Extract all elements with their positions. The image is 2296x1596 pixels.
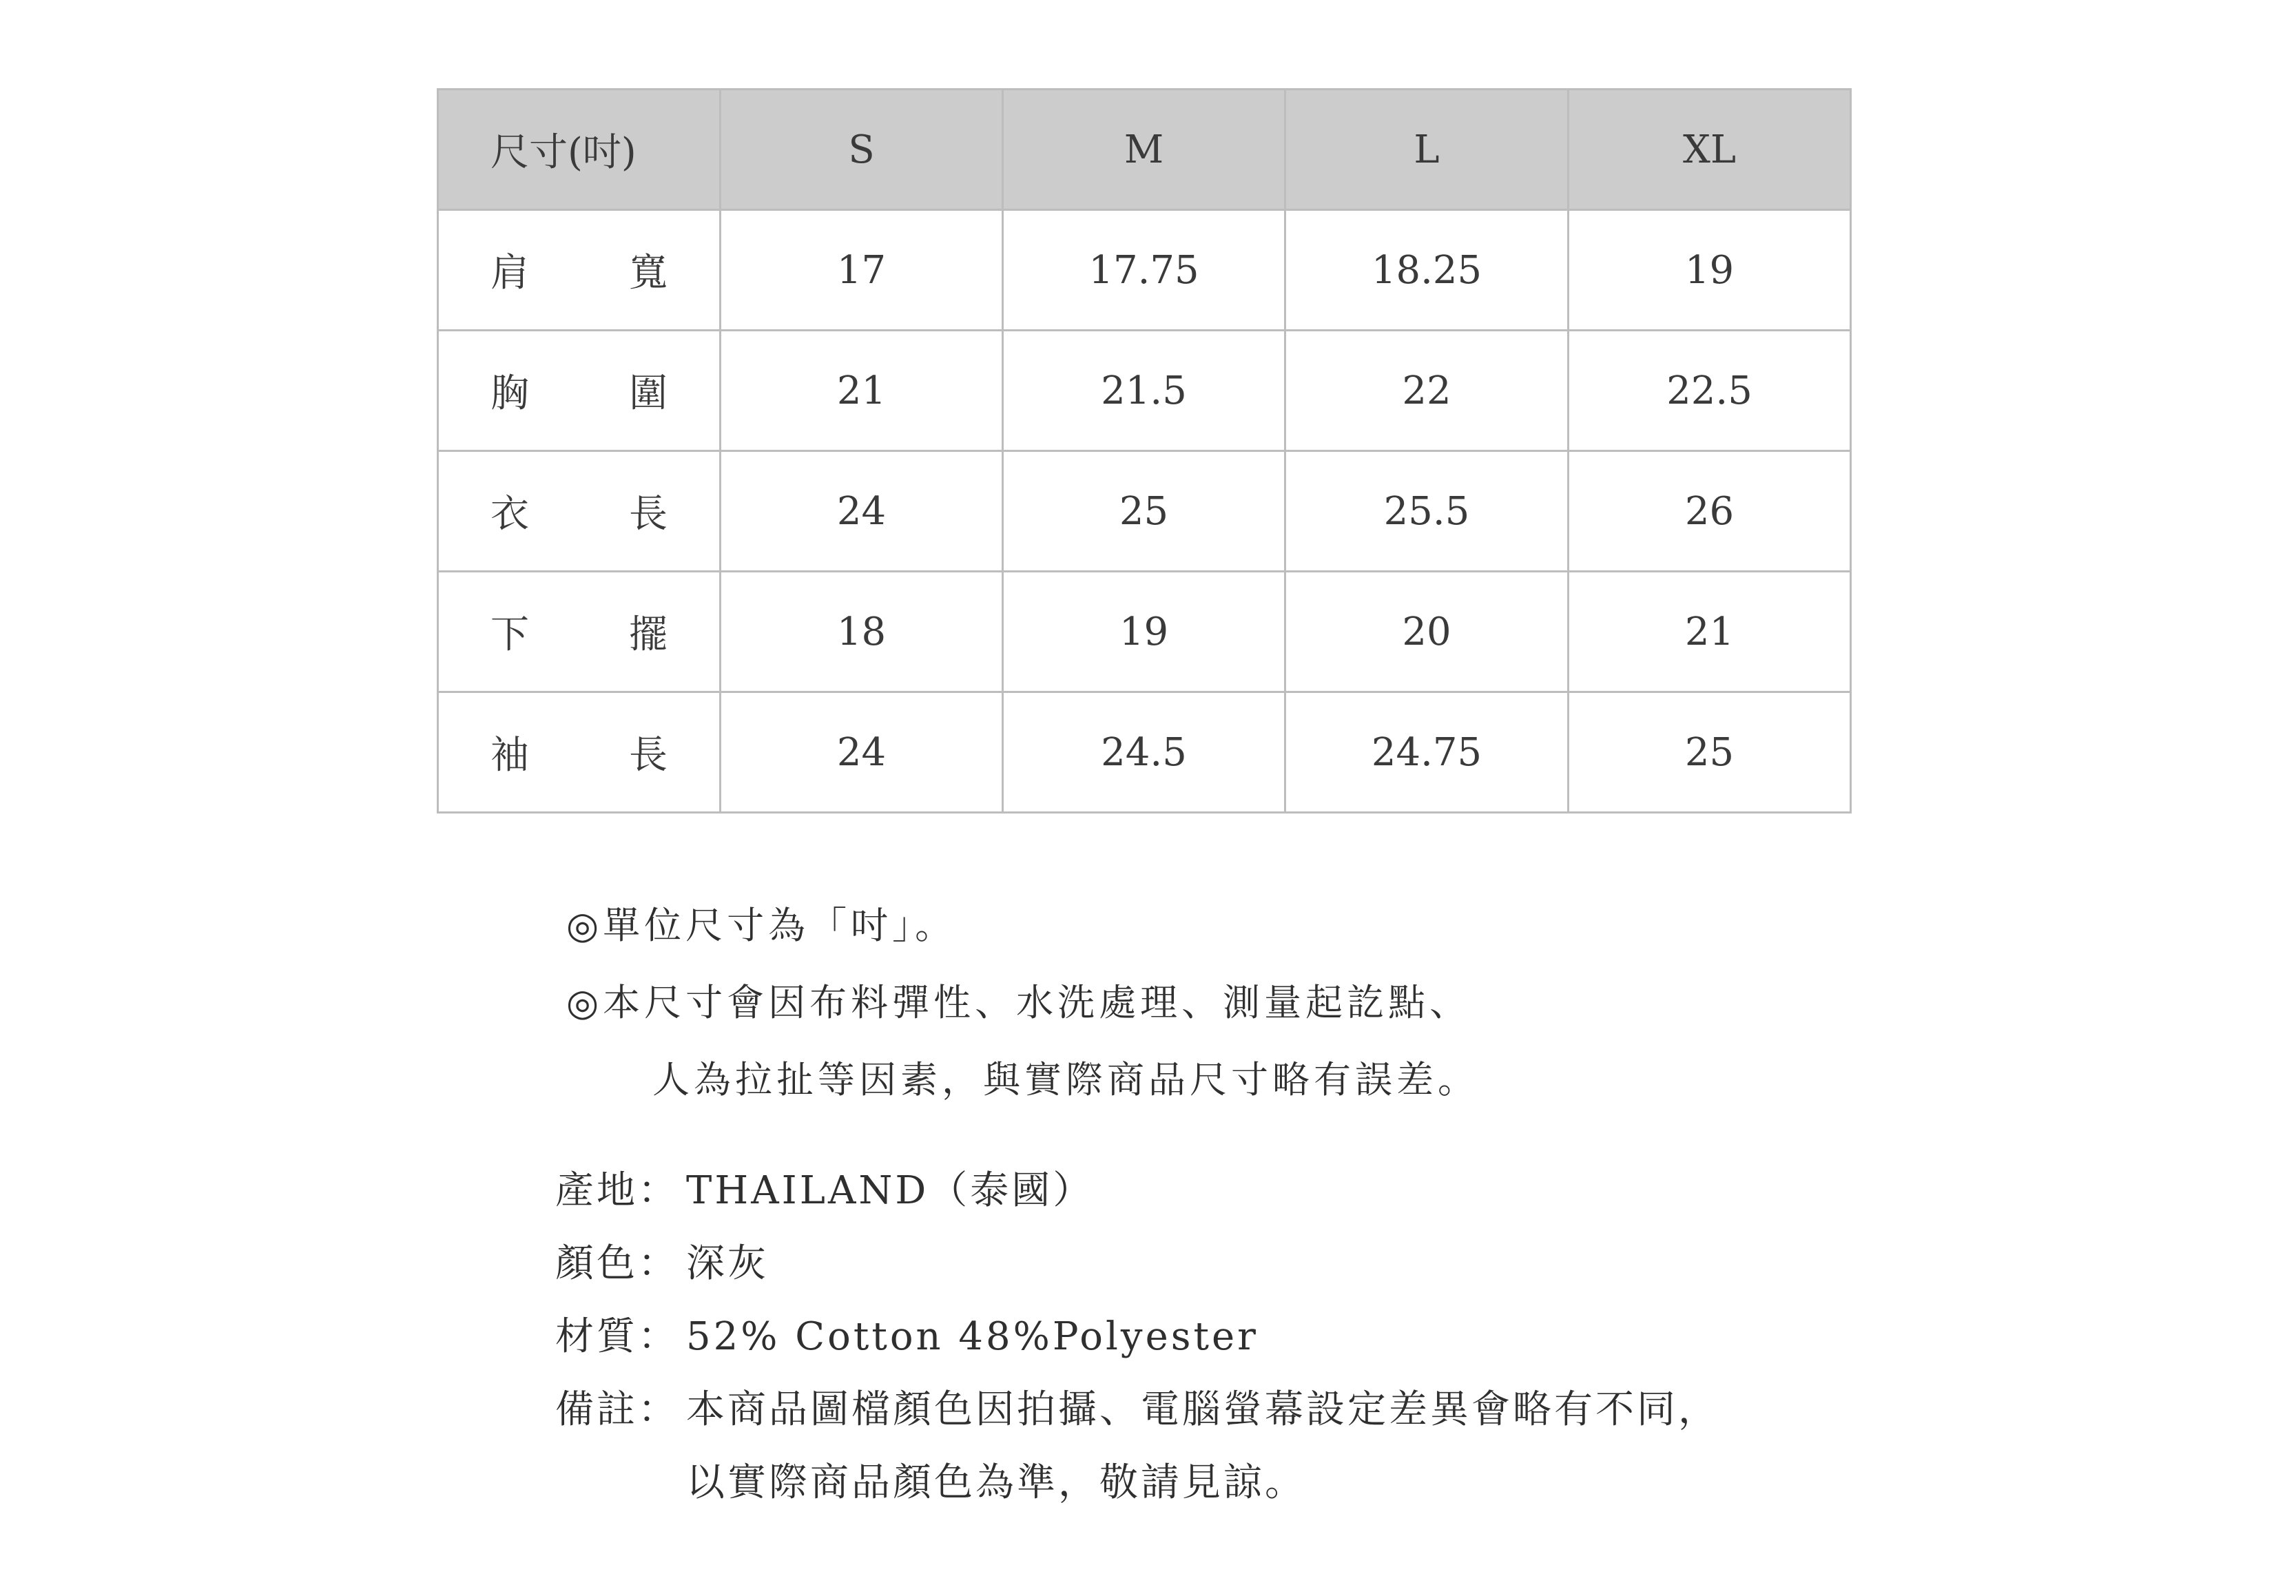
header-label-cell: 尺寸(吋)	[438, 90, 721, 210]
info-material	[555, 1300, 1719, 1374]
table-cell: 25.5	[1285, 451, 1569, 572]
row-label-char-1: 肩	[490, 251, 529, 296]
size-chart-table	[437, 88, 1852, 813]
header-size-xl: XL	[1569, 90, 1851, 210]
table-cell: 18.25	[1285, 210, 1569, 331]
info-remark-value: 本商品圖檔顏色因拍攝、電腦螢幕設定差異會略有不同，	[686, 1387, 1719, 1432]
info-remark	[555, 1374, 1719, 1447]
note-unit: ◎單位尺寸為「吋」。	[566, 904, 957, 947]
size-notes	[566, 887, 1479, 1119]
row-label-char-2: 寬	[629, 251, 668, 296]
table-cell: 19	[1569, 210, 1851, 331]
info-color-key: 顏色：	[555, 1241, 679, 1286]
table-cell: 20	[1285, 572, 1569, 692]
table-row-shoulder	[438, 210, 1851, 331]
info-origin-value: THAILAND（泰國）	[686, 1168, 1095, 1213]
table-row-hem	[438, 572, 1851, 692]
row-label-char-1: 下	[490, 612, 529, 657]
row-label-char-1: 袖	[490, 733, 529, 778]
info-material-value: 52% Cotton 48%Polyester	[686, 1314, 1259, 1359]
table-cell: 18	[721, 572, 1003, 692]
table-cell: 26	[1569, 451, 1851, 572]
row-label-char-2: 長	[629, 492, 668, 537]
table-row-chest	[438, 331, 1851, 451]
row-label-char-2: 長	[629, 733, 668, 778]
table-cell: 21	[1569, 572, 1851, 692]
table-cell: 17.75	[1003, 210, 1285, 331]
header-size-m: M	[1003, 90, 1285, 210]
table-cell: 22.5	[1569, 331, 1851, 451]
info-remark-key: 備註：	[555, 1387, 679, 1432]
table-row-sleeve	[438, 692, 1851, 813]
note-disclaimer-cont: 人為拉扯等因素，與實際商品尺寸略有誤差。	[652, 1058, 1479, 1101]
table-cell: 21.5	[1003, 331, 1285, 451]
header-size-s: S	[721, 90, 1003, 210]
table-cell: 24	[721, 692, 1003, 813]
row-label	[438, 331, 721, 451]
info-remark-value-cont: 以實際商品顏色為準，敬請見諒。	[686, 1460, 1306, 1505]
row-label	[438, 692, 721, 813]
table-cell: 21	[721, 331, 1003, 451]
table-cell: 19	[1003, 572, 1285, 692]
table-cell: 25	[1003, 451, 1285, 572]
info-material-key: 材質：	[555, 1314, 679, 1359]
row-label	[438, 451, 721, 572]
table-cell: 24.5	[1003, 692, 1285, 813]
row-label-char-2: 圍	[629, 371, 668, 416]
info-color	[555, 1227, 1719, 1300]
row-label-char-1: 胸	[490, 371, 529, 416]
table-cell: 24	[721, 451, 1003, 572]
row-label-char-2: 擺	[629, 612, 668, 657]
header-size-l: L	[1285, 90, 1569, 210]
info-origin-key: 產地：	[555, 1168, 679, 1213]
table-cell: 24.75	[1285, 692, 1569, 813]
table-cell: 22	[1285, 331, 1569, 451]
row-label	[438, 572, 721, 692]
info-color-value: 深灰	[686, 1241, 769, 1286]
info-origin	[555, 1154, 1719, 1227]
row-label	[438, 210, 721, 331]
table-row-length	[438, 451, 1851, 572]
table-cell: 25	[1569, 692, 1851, 813]
table-cell: 17	[721, 210, 1003, 331]
note-disclaimer: ◎本尺寸會因布料彈性、水洗處理、測量起訖點、	[566, 981, 1471, 1024]
product-info	[555, 1154, 1719, 1520]
size-chart-header-row	[438, 90, 1851, 210]
row-label-char-1: 衣	[490, 492, 529, 537]
